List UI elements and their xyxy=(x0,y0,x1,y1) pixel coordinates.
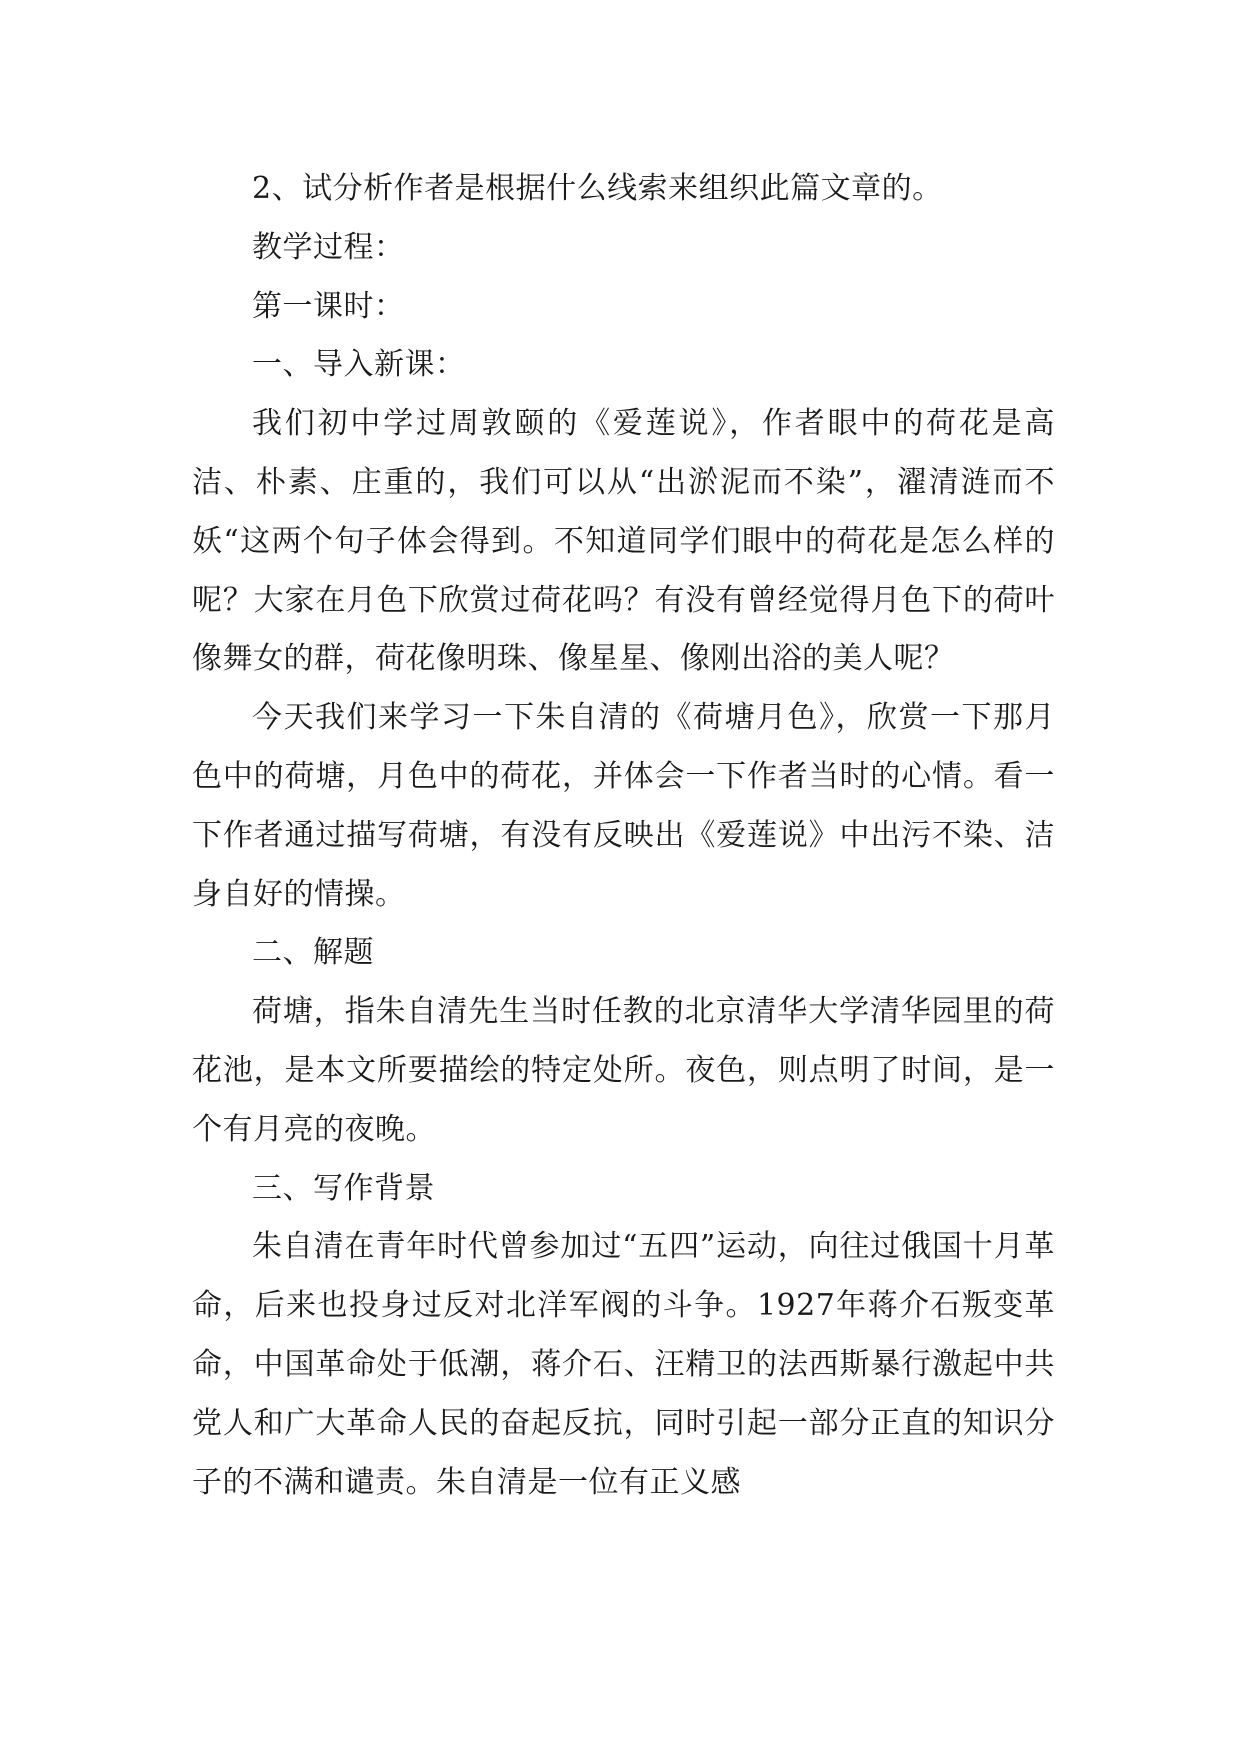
body-paragraph: 我们初中学过周敦颐的《爱莲说》，作者眼中的荷花是高洁、朴素、庄重的，我们可以从“出淤泥而不染”，濯清涟而不妖“这两个句子体会得到。不知道同学们眼中的荷花是怎么样的呢？大家在月色下欣赏过荷花吗？有没有曾经觉得月色下的荷叶像舞女的群，荷花像明珠、像星星、像刚出浴的美人呢？ xyxy=(192,406,1055,677)
section-heading: 教学过程： xyxy=(252,229,405,265)
section-heading: 一、导入新课： xyxy=(252,347,466,383)
body-paragraph: 朱自清在青年时代曾参加过“五四”运动，向往过俄国十月革命，后来也投身过反对北洋军阀的斗争。1927年蒋介石叛变革命，中国革命处于低潮，蒋介石、汪精卫的法西斯暴行激起中共党人和广大革命人民的奋起反抗，同时引起一部分正直的知识分子的不满和谴责。朱自清是一位有正义感 xyxy=(192,1229,1055,1500)
section-heading: 三、写作背景 xyxy=(252,1170,435,1206)
body-paragraph: 荷塘，指朱自清先生当时任教的北京清华大学清华园里的荷花池，是本文所要描绘的特定处所。夜色，则点明了时间，是一个有月亮的夜晚。 xyxy=(192,994,1055,1147)
document-body xyxy=(192,160,1055,1512)
section-heading: 二、解题 xyxy=(252,935,374,971)
section-heading: 第一课时： xyxy=(252,288,405,324)
question-item: 2、试分析作者是根据什么线索来组织此篇文章的。 xyxy=(252,171,943,206)
body-paragraph: 今天我们来学习一下朱自清的《荷塘月色》，欣赏一下那月色中的荷塘，月色中的荷花，并体会一下作者当时的心情。看一下作者通过描写荷塘，有没有反映出《爱莲说》中出污不染、洁身自好的情操。 xyxy=(192,700,1055,912)
